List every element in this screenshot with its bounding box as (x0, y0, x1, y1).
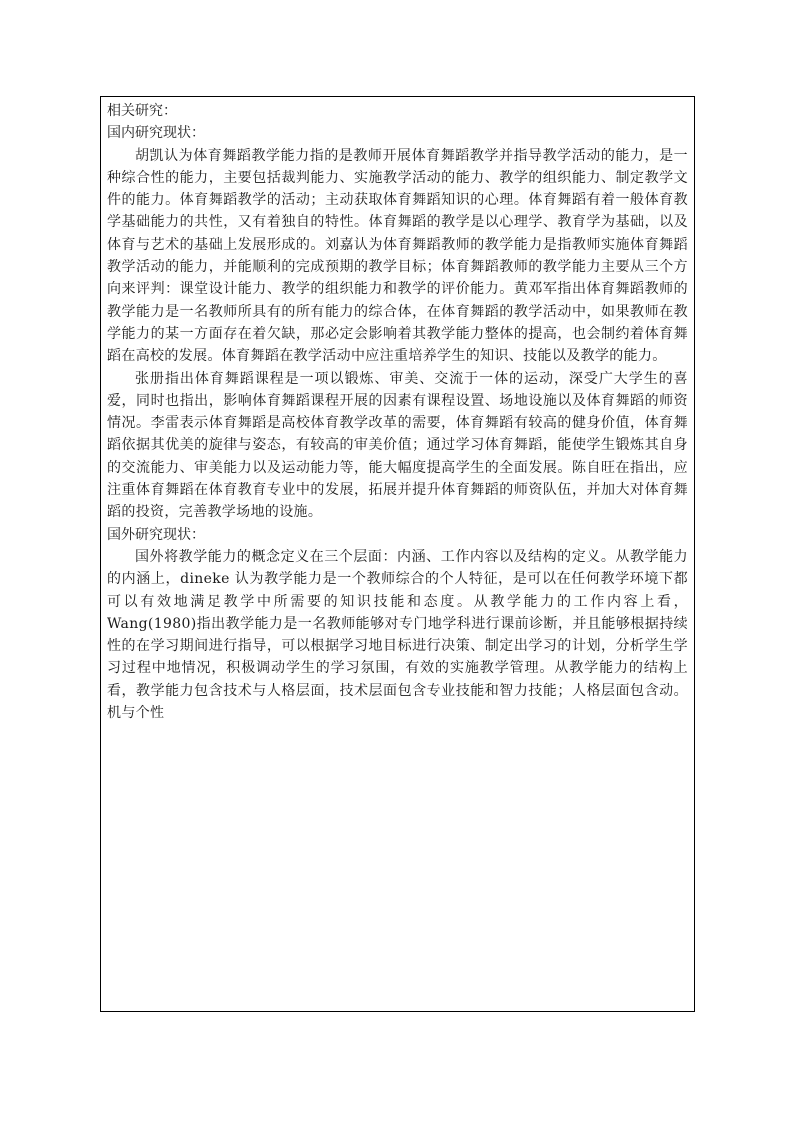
heading-foreign-status: 国外研究现状： (107, 526, 205, 543)
content-table-cell (100, 96, 695, 1012)
paragraph-domestic-2: 张册指出体育舞蹈课程是一项以锻炼、审美、交流于一体的运动，深受广大学生的喜爱，同时也指出，影响体育舞蹈课程开展的因素有课程设置、场地设施以及体育舞蹈的师资情况。李雷表示体育舞蹈是高校体育教学改革的需要，体育舞蹈有较高的健身价值，体育舞蹈依据其优美的旋律与姿态，有较高的审美价值；通过学习体育舞蹈，能使学生锻炼其自身的交流能力、审美能力以及运动能力等，能大幅度提高学生的全面发展。陈自旺在指出，应注重体育舞蹈在体育教育专业中的发展，拓展并提升体育舞蹈的师资队伍，并加大对体育舞蹈的投资，完善教学场地的设施。 (107, 370, 688, 521)
paragraph-foreign-1: 国外将教学能力的概念定义在三个层面：内涵、工作内容以及结构的定义。从教学能力的内涵上，dineke 认为教学能力是一个教师综合的个人特征，是可以在任何教学环境下都可以有效地满足教学中所需要的知识技能和态度。从教学能力的工作内容上看，Wang(1980)指出教学能力是一名教师能够对专门地学科进行课前诊断，并且能够根据持续性的在学习期间进行指导，可以根据学习地目标进行决策、制定出学习的计划，分析学生学习过程中地情况，积极调动学生的学习氛围，有效的实施教学管理。从教学能力的结构上看，教学能力包含技术与人格层面，技术层面包含专业技能和智力技能；人格层面包含动。机与个性 (107, 548, 688, 722)
paragraph-domestic-1: 胡凯认为体育舞蹈教学能力指的是教师开展体育舞蹈教学并指导教学活动的能力，是一种综合性的能力，主要包括裁判能力、实施教学活动的能力、教学的组织能力、制定教学文件的能力。体育舞蹈教学的活动；主动获取体育舞蹈知识的心理。体育舞蹈有着一般体育教学基础能力的共性，又有着独自的特性。体育舞蹈的教学是以心理学、教育学为基础，以及体育与艺术的基础上发展形成的。刘嘉认为体育舞蹈教师的教学能力是指教师实施体育舞蹈教学活动的能力，并能顺利的完成预期的教学目标；体育舞蹈教师的教学能力主要从三个方向来评判：课堂设计能力、教学的组织能力和教学的评价能力。黄邓军指出体育舞蹈教师的教学能力是一名教师所具有的所有能力的综合体，在体育舞蹈的教学活动中，如果教师在教学能力的某一方面存在着欠缺，那必定会影响着其教学能力整体的提高，也会制约着体育舞蹈在高校的发展。体育舞蹈在教学活动中应注重培养学生的知识、技能以及教学的能力。 (107, 147, 688, 365)
heading-related-research: 相关研究： (107, 103, 177, 119)
heading-domestic-status: 国内研究现状： (107, 125, 205, 142)
